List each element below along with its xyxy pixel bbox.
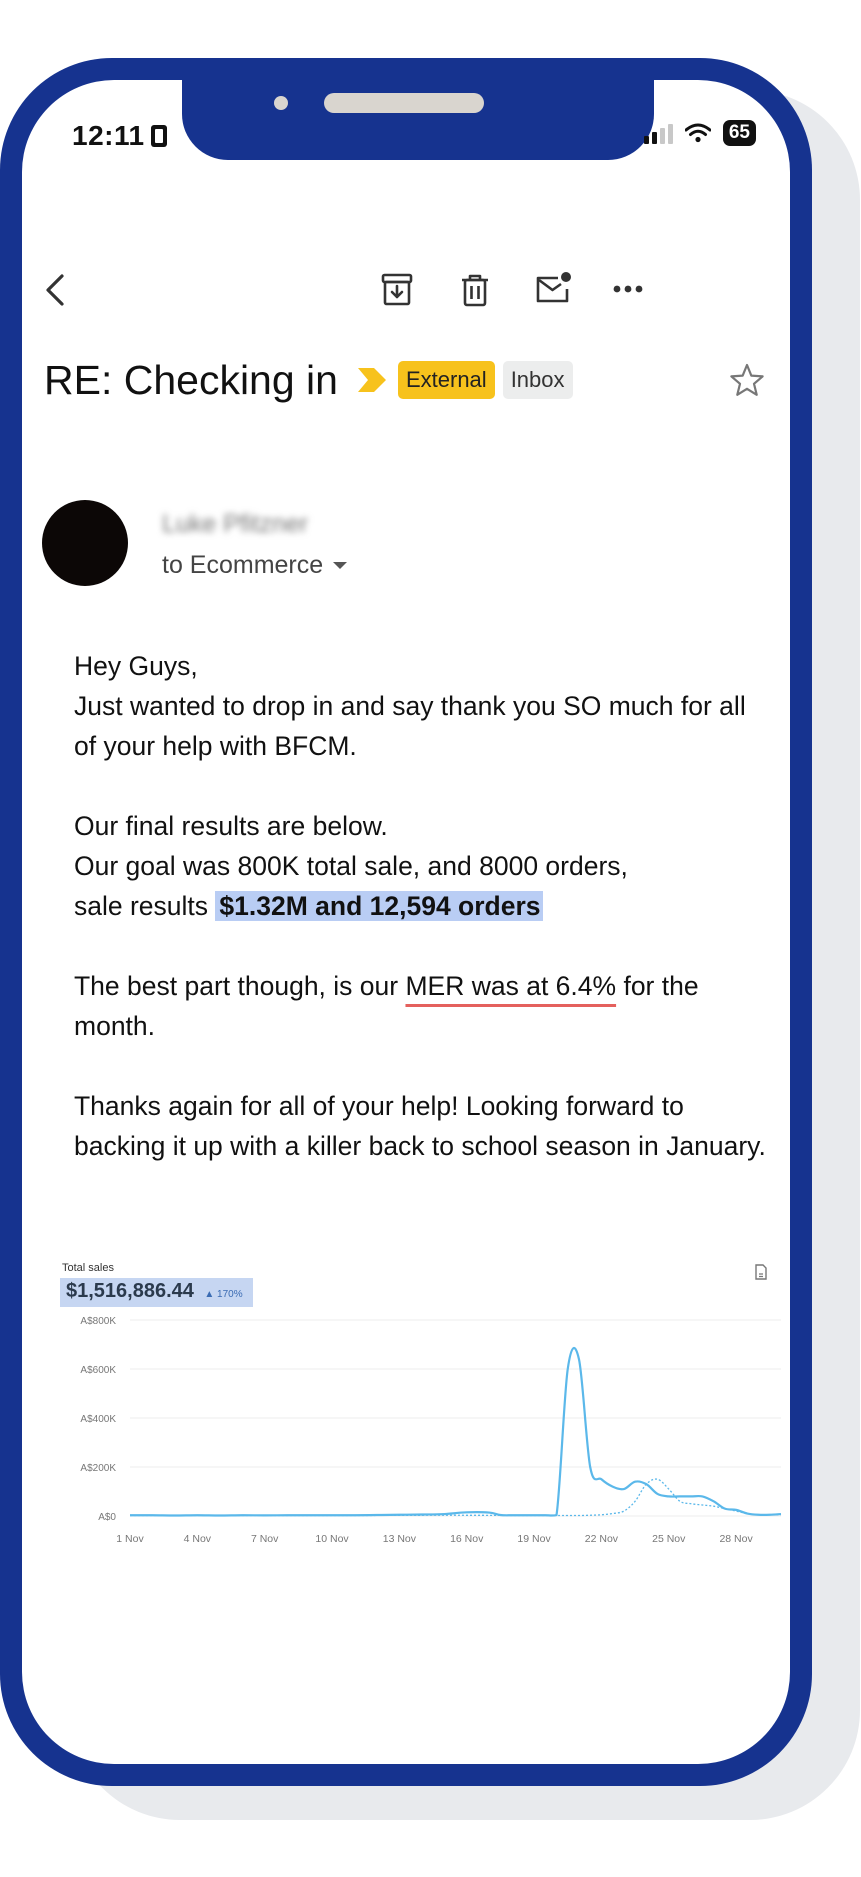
star-icon[interactable] bbox=[728, 362, 766, 398]
back-icon[interactable] bbox=[42, 270, 70, 310]
x-tick-label: 10 Nov bbox=[315, 1533, 349, 1545]
body-mer bbox=[74, 966, 774, 1046]
sales-chart-card bbox=[46, 1250, 786, 1570]
mer-prefix: The best part though, is our bbox=[74, 971, 399, 1001]
external-tag: External bbox=[398, 361, 495, 399]
body-goal: Our goal was 800K total sale, and 8000 orders, bbox=[74, 851, 628, 881]
mark-unread-icon[interactable] bbox=[534, 270, 574, 306]
export-icon[interactable] bbox=[754, 1264, 768, 1280]
body-results bbox=[74, 886, 774, 926]
battery-icon: 65 bbox=[723, 120, 756, 146]
status-icons bbox=[644, 120, 756, 146]
subject-row bbox=[44, 350, 790, 410]
speaker-pill bbox=[324, 93, 484, 113]
y-tick-label: A$400K bbox=[80, 1414, 116, 1425]
chart-title: Total sales bbox=[62, 1262, 114, 1274]
body-greeting: Hey Guys, bbox=[74, 651, 198, 681]
signal-icon bbox=[644, 122, 673, 144]
change-value: 170% bbox=[217, 1289, 243, 1300]
x-tick-label: 13 Nov bbox=[382, 1533, 417, 1545]
sales-series-line bbox=[130, 1348, 781, 1516]
contact-card-icon bbox=[151, 125, 167, 147]
phone-screen bbox=[22, 80, 790, 1764]
wifi-icon bbox=[685, 123, 711, 143]
x-tick-label: 4 Nov bbox=[183, 1533, 212, 1545]
email-body bbox=[74, 646, 774, 1166]
total-sales-value: $1,516,886.44 bbox=[66, 1280, 194, 1302]
results-highlight: $1.32M and 12,594 orders bbox=[215, 891, 542, 921]
mer-underlined: MER was at 6.4% bbox=[405, 971, 617, 1001]
y-tick-label: A$200K bbox=[80, 1463, 116, 1474]
more-icon[interactable] bbox=[612, 284, 644, 294]
body-closing: Thanks again for all of your help! Looking forward to backing it up with a killer back to school season in January. bbox=[74, 1091, 766, 1161]
label-arrow-icon bbox=[356, 366, 388, 394]
mer-suffix: for the month. bbox=[74, 971, 699, 1041]
phone-frame bbox=[0, 58, 812, 1786]
recipient-text: to Ecommerce bbox=[162, 551, 324, 579]
sender-avatar[interactable] bbox=[42, 500, 128, 586]
status-time bbox=[72, 120, 167, 152]
camera-dot bbox=[274, 96, 288, 110]
x-tick-label: 19 Nov bbox=[517, 1533, 551, 1545]
inbox-tag[interactable]: Inbox bbox=[503, 361, 573, 399]
notch bbox=[182, 80, 654, 160]
archive-icon[interactable] bbox=[380, 272, 414, 308]
email-toolbar bbox=[22, 270, 790, 320]
results-prefix: sale results bbox=[74, 891, 209, 921]
y-tick-label: A$600K bbox=[80, 1365, 116, 1376]
status-time-text: 12:11 bbox=[72, 120, 145, 151]
body-thanks: Just wanted to drop in and say thank you SO much for all of your help with BFCM. bbox=[74, 691, 746, 761]
y-tick-label: A$800K bbox=[80, 1316, 116, 1327]
chevron-down-icon[interactable] bbox=[333, 562, 347, 569]
x-tick-label: 16 Nov bbox=[450, 1533, 484, 1545]
x-tick-label: 25 Nov bbox=[652, 1533, 686, 1545]
y-tick-label: A$0 bbox=[98, 1512, 116, 1523]
total-sales-change: ▲ 170% bbox=[204, 1289, 243, 1300]
chart-total bbox=[60, 1278, 253, 1307]
recipient-line[interactable] bbox=[162, 551, 347, 580]
x-tick-label: 1 Nov bbox=[116, 1533, 144, 1545]
sender-name[interactable]: Luke Pfitzner bbox=[162, 510, 308, 538]
email-subject: RE: Checking in bbox=[44, 356, 338, 403]
x-tick-label: 22 Nov bbox=[584, 1533, 619, 1545]
x-tick-label: 28 Nov bbox=[719, 1533, 753, 1545]
x-tick-label: 7 Nov bbox=[250, 1533, 279, 1545]
body-results-intro: Our final results are below. bbox=[74, 811, 388, 841]
sales-line-chart bbox=[46, 1310, 786, 1550]
trash-icon[interactable] bbox=[459, 272, 491, 308]
